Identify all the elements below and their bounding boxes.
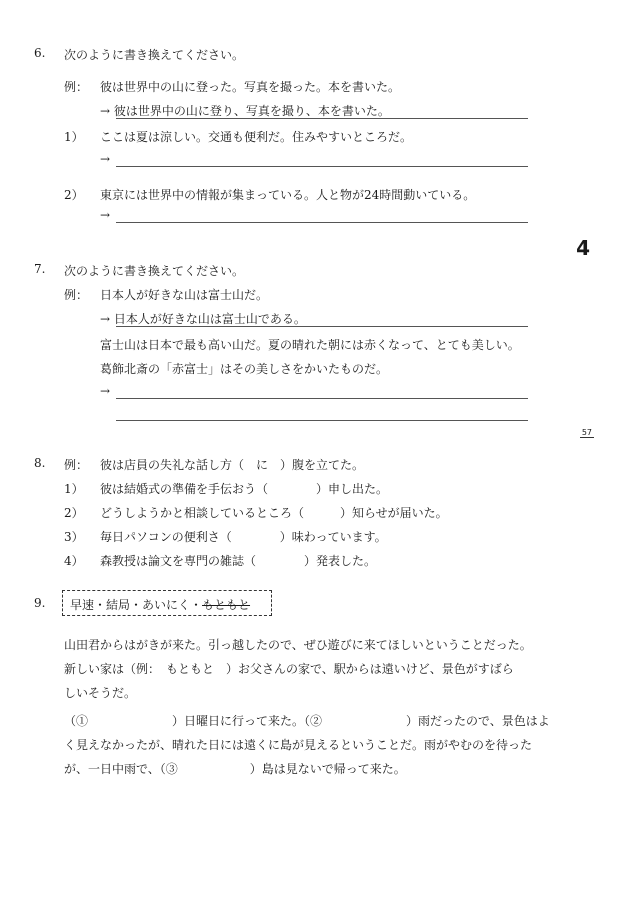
- section-6-item-1-text: ここは夏は涼しい。交通も便利だ。住みやすいところだ。: [100, 130, 413, 144]
- section-7-line-2: 葛飾北斎の「赤富士」はその美しさをかいたものだ。: [100, 362, 389, 376]
- section-6-item-2-text: 東京には世界中の情報が集まっている。人と物が24時間動いている。: [100, 188, 476, 202]
- struck-example-word: もともと: [202, 598, 251, 612]
- section-6-example: 彼は世界中の山に登った。写真を撮った。本を書いた。: [100, 80, 401, 94]
- passage-line-5: く見えなかったが、晴れた日には遠くに島が見えるということだ。雨がやむのを待った: [64, 738, 533, 752]
- word-list: 早速・結局・あいにく・: [70, 598, 203, 612]
- page-number: 57: [581, 428, 592, 437]
- section-8-number: 8.: [34, 456, 46, 470]
- section-6-example-label: 例：: [64, 80, 89, 94]
- arrow-icon: →: [100, 208, 111, 222]
- section-6-item-2-number: 2）: [64, 188, 84, 202]
- section-6-instruction: 次のように書き換えてください。: [64, 48, 245, 62]
- section-8-item-4-number: 4）: [64, 554, 84, 568]
- passage-line-4: （① ）日曜日に行って来た。（② ）雨だったので、景色はよ: [64, 714, 550, 728]
- section-7-example-answer: → 日本人が好きな山は富士山である。: [100, 312, 306, 326]
- section-6-item-1-number: 1）: [64, 130, 84, 144]
- section-7-instruction: 次のように書き換えてください。: [64, 264, 245, 278]
- answer-line: [116, 118, 528, 119]
- answer-line[interactable]: [116, 420, 528, 421]
- answer-line[interactable]: [116, 222, 528, 223]
- section-8-item-2-number: 2）: [64, 506, 84, 520]
- section-6-example-answer: → 彼は世界中の山に登り、写真を撮り、本を書いた。: [100, 104, 390, 118]
- answer-line: [116, 326, 528, 327]
- word-choices: [70, 596, 250, 613]
- arrow-icon: →: [100, 152, 111, 166]
- passage-line-1: 山田君からはがきが来た。引っ越したので、ぜひ遊びに来てほしいということだった。: [64, 638, 532, 652]
- section-7-line-1: 富士山は日本で最も高い山だ。夏の晴れた朝には赤くなって、とても美しい。: [100, 338, 520, 352]
- section-6-number: 6.: [34, 46, 46, 60]
- passage-line-3: しいそうだ。: [64, 686, 137, 700]
- section-7-example-label: 例：: [64, 288, 89, 302]
- chapter-tab-number: 4: [576, 236, 590, 260]
- arrow-icon: →: [100, 384, 111, 398]
- section-8-item-1-number: 1）: [64, 482, 84, 496]
- section-7-number: 7.: [34, 262, 46, 276]
- section-8-item-4-text: 森教授は論文を専門の雑誌（ ）発表した。: [100, 554, 377, 568]
- answer-line[interactable]: [116, 166, 528, 167]
- section-8-item-3-text: 毎日パソコンの便利さ（ ）味わっています。: [100, 530, 387, 544]
- section-8-example-label: 例：: [64, 458, 89, 472]
- section-7-example: 日本人が好きな山は富士山だ。: [100, 288, 269, 302]
- section-8-item-1-text: 彼は結婚式の準備を手伝おう（ ）申し出た。: [100, 482, 389, 496]
- section-9-number: 9.: [34, 596, 46, 610]
- passage-line-6: が、一日中雨で、（③ ）島は見ないで帰って来た。: [64, 762, 406, 776]
- answer-line[interactable]: [116, 398, 528, 399]
- section-8-item-3-number: 3）: [64, 530, 84, 544]
- section-8-example: 彼は店員の失礼な話し方（ に ）腹を立てた。: [100, 458, 365, 472]
- passage-line-2: 新しい家は（例： もともと ）お父さんの家で、駅からは遠いけど、景色がすばら: [64, 662, 514, 676]
- section-8-item-2-text: どうしようかと相談しているところ（ ）知らせが届いた。: [100, 506, 448, 520]
